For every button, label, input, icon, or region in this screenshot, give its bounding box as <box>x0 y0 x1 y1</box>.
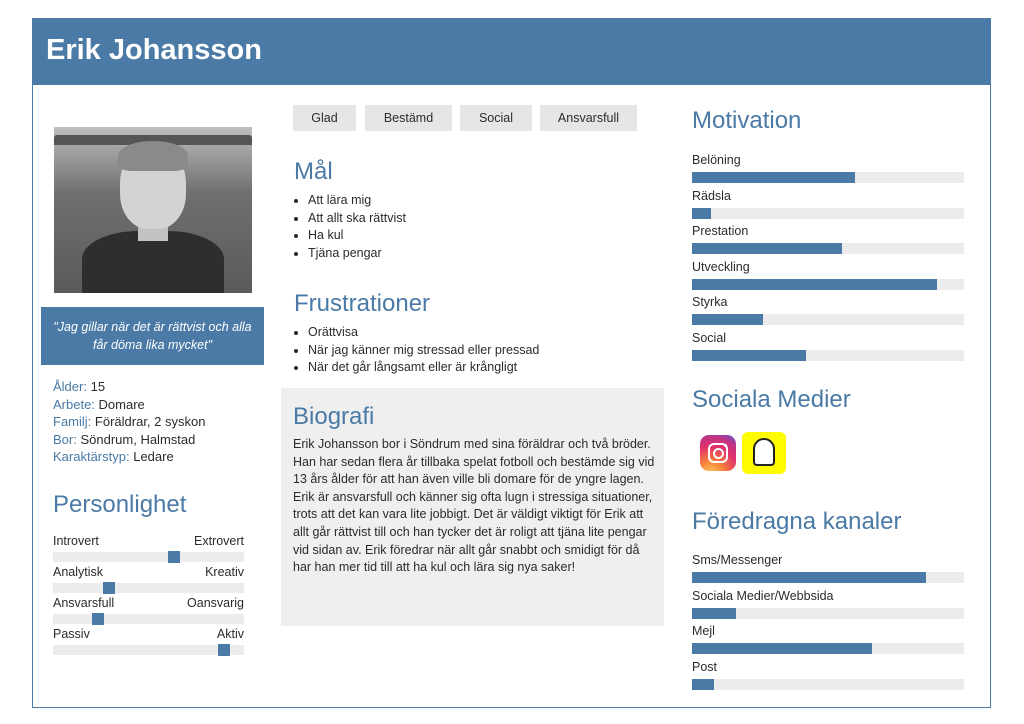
motivation-bar-label: Social <box>692 330 727 345</box>
frustrations-title: Frustrationer <box>294 290 431 317</box>
motivation-bar-fill <box>692 314 763 325</box>
instagram-icon[interactable] <box>700 435 736 471</box>
motivation-bar-track <box>692 314 964 325</box>
motivation-bar-label: Rädsla <box>692 188 731 203</box>
motivation-title: Motivation <box>692 107 802 134</box>
biography-text: Erik Johansson bor i Söndrum med sina föräldrar och två bröder. Han har sedan flera år tillbaka spelat fotboll och bestämde sig vid 13 års ålder för att han även ville bli domare för de yngre lagen. Erik är ansvarsfull och känner sig ofta lugn i stressiga situationer, trots att det kan vara lite jobbigt. Det är väldigt viktigt för Erik att allt går rättvist till och han tycker det är roligt att tjäna lite pengar vid sidan av. Erik föredrar när allt går snabbt och smidigt för då har han mer tid till att ha kul och lära sig nya saker! <box>293 437 655 575</box>
persona-quote: "Jag gillar när det är rättvist och alla får döma lika mycket" <box>41 307 264 365</box>
biography-title: Biografi <box>293 403 375 430</box>
snapchat-icon[interactable] <box>742 432 786 474</box>
motivation-bar-row <box>692 224 964 254</box>
motivation-bar-track <box>692 172 964 183</box>
persona-card <box>32 18 991 708</box>
list-item: • Ha kul <box>308 227 406 245</box>
goals-title: Mål <box>294 158 333 185</box>
persona-name: Erik Johansson <box>46 34 262 66</box>
channel-bar-track <box>692 572 964 583</box>
channel-bar-row <box>692 553 964 583</box>
channel-bar-track <box>692 643 964 654</box>
motivation-bar-track <box>692 279 964 290</box>
motivation-bar-label: Belöning <box>692 153 741 167</box>
motivation-bar-row <box>692 153 964 183</box>
channel-bar-fill <box>692 572 926 583</box>
channel-bar-track <box>692 679 964 690</box>
persona-facts <box>53 378 205 466</box>
motivation-bar-label: Utveckling <box>692 259 750 274</box>
fact-work: Arbete: Domare <box>53 396 145 412</box>
motivation-bar-fill <box>692 208 711 219</box>
slider-knob <box>168 551 180 563</box>
list-item: • När det går långsamt eller är krångligt <box>308 359 539 377</box>
header-bar <box>33 19 990 85</box>
slider-passiv-aktiv: Passiv Aktiv <box>53 627 244 643</box>
personality-title: Personlighet <box>53 491 187 518</box>
list-item: • När jag känner mig stressad eller pressad <box>308 342 539 360</box>
motivation-bar-row <box>692 331 964 361</box>
motivation-bar-fill <box>692 172 855 183</box>
fact-age: Ålder: 15 <box>53 379 106 394</box>
list-item: • Orättvisa <box>308 324 539 342</box>
motivation-bar-track <box>692 243 964 254</box>
motivation-bar-row <box>692 189 964 219</box>
channel-bar-fill <box>692 608 736 619</box>
channel-bar-label: Sociala Medier/Webbsida <box>692 588 834 603</box>
motivation-bar-fill <box>692 350 806 361</box>
channel-bar-row <box>692 660 964 690</box>
fact-home: Bor: Söndrum, Halmstad <box>53 431 196 447</box>
slider-knob <box>103 582 115 594</box>
tag-social: Social <box>460 105 532 131</box>
slider-ansvarsfull-oansvarig: Ansvarsfull Oansvarig <box>53 596 244 612</box>
channel-bar-fill <box>692 679 714 690</box>
biography-box <box>281 388 664 626</box>
list-item: • Att lära mig <box>308 192 406 210</box>
social-media-title: Sociala Medier <box>692 386 851 413</box>
tag-bestamd: Bestämd <box>365 105 452 131</box>
channel-bar-row <box>692 624 964 654</box>
motivation-bar-row <box>692 260 964 290</box>
fact-character: Karaktärstyp: Ledare <box>53 449 174 464</box>
motivation-bar-row <box>692 295 964 325</box>
channels-title: Föredragna kanaler <box>692 508 902 535</box>
slider-knob <box>92 613 104 625</box>
slider-knob <box>218 644 230 656</box>
persona-photo <box>54 127 252 293</box>
fact-family: Familj: Föräldrar, 2 syskon <box>53 414 206 429</box>
channel-bar-row <box>692 589 964 619</box>
frustrations-list <box>294 324 539 377</box>
motivation-bar-track <box>692 350 964 361</box>
motivation-bar-label: Prestation <box>692 224 749 238</box>
channel-bar-label: Mejl <box>692 624 715 638</box>
list-item: • Att allt ska rättvist <box>308 210 406 228</box>
motivation-bar-label: Styrka <box>692 295 728 309</box>
channel-bar-fill <box>692 643 872 654</box>
tag-ansvarsfull: Ansvarsfull <box>540 105 637 131</box>
motivation-bar-fill <box>692 279 937 290</box>
channel-bar-track <box>692 608 964 619</box>
motivation-bar-track <box>692 208 964 219</box>
list-item: • Tjäna pengar <box>308 245 406 263</box>
slider-analytisk-kreativ: Analytisk Kreativ <box>53 565 244 581</box>
slider-introvert-extrovert: Introvert Extrovert <box>53 534 244 550</box>
channel-bar-label: Post <box>692 659 718 674</box>
channel-bar-label: Sms/Messenger <box>692 553 783 567</box>
tag-glad: Glad <box>293 105 356 131</box>
motivation-bar-fill <box>692 243 842 254</box>
goals-list <box>294 192 406 262</box>
